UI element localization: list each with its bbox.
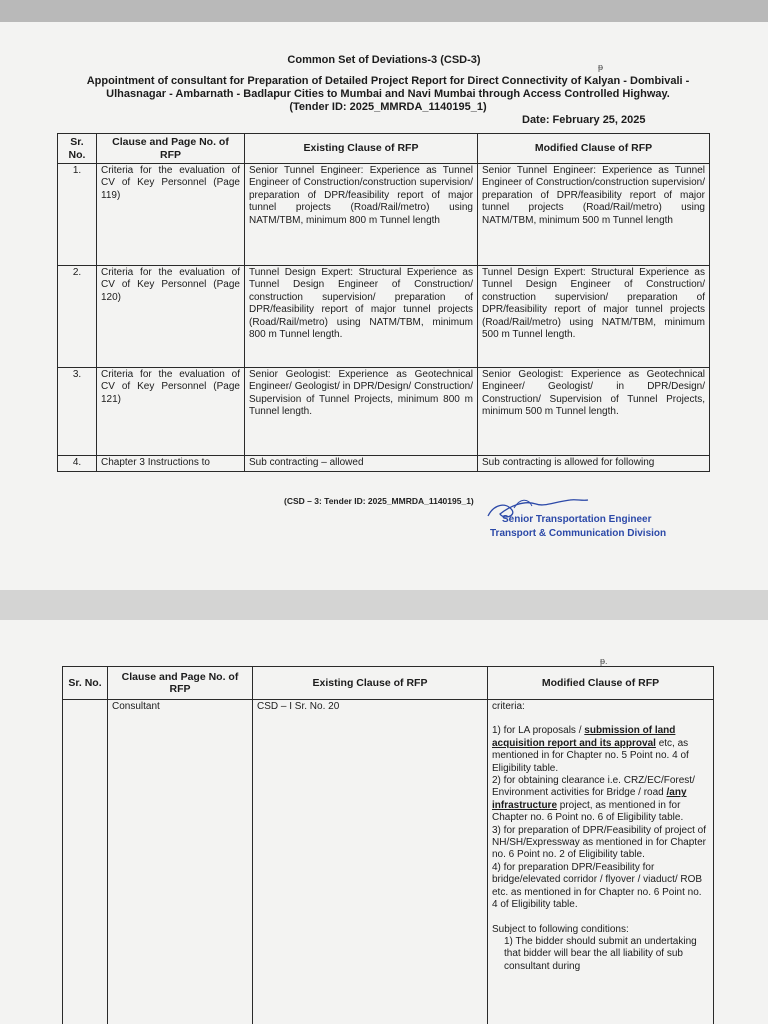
tender-id: (Tender ID: 2025_MMRDA_1140195_1) [289,101,487,113]
cell-modified [488,700,714,1024]
cell-existing: Sub contracting – allowed [245,456,478,472]
cell-clause: Chapter 3 Instructions to [97,456,245,472]
cell-modified: Senior Geologist: Experience as Geotechnical Engineer/ Geologist/ in DPR/Design/ Construction/ Supervision of Tunnel Projects, minimum 500 m Tunnel length. [478,368,710,456]
table-row [58,266,710,368]
mod-item-2: 2) for obtaining clearance i.e. CRZ/EC/Forest/ Environment activities for Bridge / road /any infrastructure project, as mentioned in for Chapter no. 6 Point no. 6 of Eligibility table. [492,775,695,824]
cell-existing: CSD – I Sr. No. 20 [253,700,488,1024]
subtitle-line-1: Appointment of consultant for Preparation of Detailed Project Report for Direct Connectivity of Kalyan - Dombivali - [86,75,690,87]
cell-existing: Senior Geologist: Experience as Geotechnical Engineer/ Geologist/ in DPR/Design/ Construction/ Supervision of Tunnel Projects, minimum 800 m Tunnel length. [245,368,478,456]
cell-modified: Sub contracting is allowed for following [478,456,710,472]
header-existing: Existing Clause of RFP [245,134,478,164]
header-existing: Existing Clause of RFP [253,667,488,700]
signature-division: Transport & Communication Division [490,528,667,539]
cell-sr: 2. [58,266,97,368]
mod-criteria: criteria: [492,701,525,712]
document-date: Date: February 25, 2025 [522,114,646,126]
mod-condition-1: 1) The bidder should submit an undertaking that bidder will bear the all liability of sub consultant during [504,935,697,972]
cell-clause: Criteria for the evaluation of CV of Key Personnel (Page 121) [97,368,245,456]
cell-sr: 1. [58,164,97,266]
table-header-row [58,134,710,164]
subtitle-line-2: Ulhasnagar - Ambarnath - Badlapur Cities to Mumbai and Navi Mumbai through Access Controlled Highway. [106,88,670,100]
header-clause: Clause and Page No. of RFP [108,667,253,700]
deviations-table-page-2 [62,666,714,1024]
mod-item-1: 1) for LA proposals / submission of land acquisition report and its approval etc, as mentioned in for Chapter no. 5 Point no. 4 of Eligibility table. [492,725,689,774]
cell-sr: 3. [58,368,97,456]
cell-existing: Tunnel Design Expert: Structural Experience as Tunnel Design Engineer of Construction/ construction supervision/ preparation of DPR/feasibility report of major tunnel projects (Road/Rail/metro) using NATM/TBM, minimum 800 m Tunnel length. [245,266,478,368]
header-modified: Modified Clause of RFP [478,134,710,164]
cell-clause: Criteria for the evaluation of CV of Key Personnel (Page 119) [97,164,245,266]
mod-item-4: 4) for preparation DPR/Feasibility for bridge/elevated corridor / flyover / viaduct/ ROB etc. as mentioned in for Chapter no. 6 Point no. 4 of Eligibility table. [492,861,703,911]
cell-existing: Senior Tunnel Engineer: Experience as Tunnel Engineer of Construction/construction supervision/ preparation of DPR/feasibility report of major tunnel projects (Road/Rail/metro) using NATM/TBM, minimum 800 m Tunnel length [245,164,478,266]
page-footer: (CSD – 3: Tender ID: 2025_MMRDA_1140195_1) [284,496,474,506]
mod-conditions: Subject to following conditions: [492,923,629,935]
cell-modified: Tunnel Design Expert: Structural Experience as Tunnel Design Engineer of Construction/ construction supervision/ preparation of DPR/feasibility report of major tunnel projects (Road/Rail/metro) using NATM/TBM, minimum 500 m Tunnel length. [478,266,710,368]
page-corner-mark: ᵽ [598,62,604,72]
header-sr-no: Sr. No. [63,667,108,700]
table-row [58,456,710,472]
header-clause: Clause and Page No. of RFP [97,134,245,164]
table-row [58,368,710,456]
cell-modified: Senior Tunnel Engineer: Experience as Tunnel Engineer of Construction/construction supervision/ preparation of DPR/feasibility report of major tunnel projects (Road/Rail/metro) using NATM/TBM, minimum 500 m Tunnel length [478,164,710,266]
mod-item-3: 3) for preparation of DPR/Feasibility of project of NH/SH/Expressway as mentioned in for Chapter no. 6 Point no. 2 of Eligibility table. [492,824,706,861]
table-row [58,164,710,266]
page-corner-mark: ᵽ. [600,656,608,666]
signature-title: Senior Transportation Engineer [502,514,652,525]
document-title: Common Set of Deviations-3 (CSD-3) [287,54,481,66]
cell-clause: Consultant [108,700,253,1024]
deviations-table-page-1 [57,133,710,472]
header-modified: Modified Clause of RFP [488,667,714,700]
table-header-row [63,667,714,700]
table-row [63,700,714,1024]
cell-sr: 4. [58,456,97,472]
page-separator [0,590,768,620]
cell-sr [63,700,108,1024]
header-sr-no: Sr. No. [58,134,97,164]
cell-clause: Criteria for the evaluation of CV of Key Personnel (Page 120) [97,266,245,368]
document-subtitle [74,75,702,114]
